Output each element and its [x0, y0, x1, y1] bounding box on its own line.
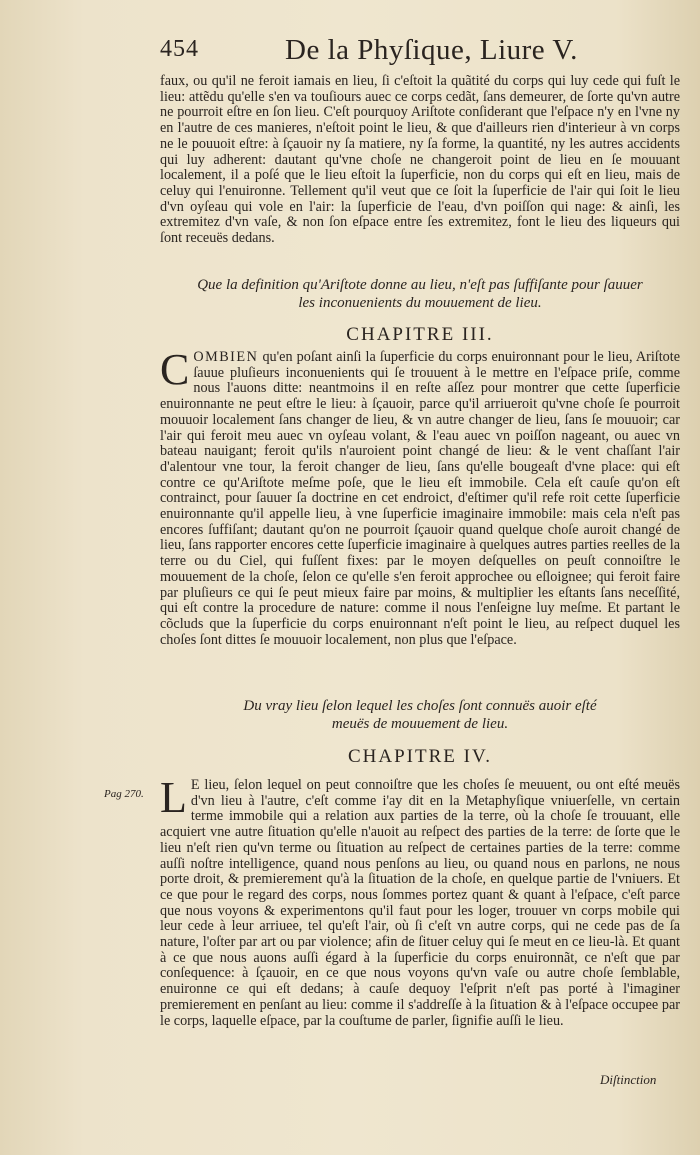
running-title: De la Phyſique, Liure V. [285, 34, 578, 66]
margin-note: Pag 270. [104, 788, 144, 800]
paragraph-text: faux, ou qu'il ne feroit iamais en lieu, ſi c'eſtoit la quãtité du corps qui luy cede qui fuſt le lieu: attẽdu qu'elle s'en va touſiours auec ce corps cedãt, ſans demeurer, de ſorte qu'vn autre ne pourroit eſtre en ſon lieu. C'eſt pourquoy Ariſtote conſiderant que l'eſpace n'y en l'vne ny en l'autre de ces manieres, n'eſtoit point le lieu, & que d'ailleurs rien d'interieur à vn corps ne le pouuoit eſtre: à ſçauoir ny ſa matiere, ny ſa forme, la quantité, ny les autres accidents qui luy adherent: dautant qu'vne choſe ne changeroit point de lieu en ſe mouuant localement, il a poſé que le lieu eſtoit la ſuperficie, non du corps qui eſt en lieu, mais de celuy qui l'enuironne. Tellement qu'il veut que ce ſoit la ſuperficie de l'air qui ſoit le lieu d'vn oyſeau qui vole en l'air: la ſuperficie de l'eau, d'vn poiſſon qui nage: & ainſi, les extremitez d'vn vaſe, & non ſon eſpace entre ſes extremitez, font le lieu des liqueurs qui ſont receuës dedans. [160, 73, 680, 247]
section-title-2 [180, 697, 660, 733]
section-title-line: meuës de mouuement de lieu. [331, 716, 509, 732]
chapter-4-text [160, 773, 680, 1029]
chapter-heading-4: CHAPITRE IV. [348, 746, 492, 767]
drop-cap: L [160, 773, 187, 822]
drop-cap: C [160, 345, 190, 394]
paragraph-continuation [160, 74, 680, 247]
paragraph-text: E lieu, ſelon lequel on peut connoiſtre que les choſes ſe meuuent, ou ont eſté meuës d'vn lieu à l'autre, c'eſt comme i'ay dit en la Metaphyſique vniuerſelle, vn certain terme immobile qui a relation aux parties de la terre, où la choſe ſe trouuant, elle acquiert vne autre ſituation qu'elle n'auoit au reſpect des parties de la terre: de ſorte que le lieu n'eſt rien qu'vn terme ou ſituation au reſpect de certaines parties de la terre: comme auſſi noſtre intelligence, quand nous penſons au lieu, ou quand nous en parlons, ne nous porte droit, & premierement qu'à la ſituation de la choſe, en quelque partie de l'vniuers. Et ce que pour le regard des corps, nous ſommes portez quant & quant à l'eſpace, c'eſt parce que nous voyons & experimentons qu'il faut pour les loger, trouuer vn corps mobile qui leur cede à leur arriuee, tel qu'eſt l'air, où ſi c'eſt vn autre corps, qui ne cede pas de ſa nature, l'oſter par art ou par violence; afin de ſituer celuy qui ſe meut en ce lieu-là. Et quant à ce que nous auons auſſi égard à la ſuperficie du corps enuironnãt, ce n'eſt que par conſequence: à ſçauoir, en ce que nous voyons qu'vn vaſe ou autre choſe ſemblable, enuironne ce qui eſt dedans; à cauſe dequoy l'eſprit n'eſt pas porté à l'imaginer premierement en penſant au lieu: comme il s'addreſſe à la ſituation & à l'eſpace occupee par le corps, laquelle eſpace, par la couſtume de parler, ſignifie auſſi le lieu. [160, 777, 680, 1029]
page-header [160, 36, 680, 70]
page-number: 454 [160, 36, 199, 62]
section-title-line: Du vray lieu ſelon lequel les choſes ſont connuës auoir eſté [243, 698, 597, 714]
chapter-3-text [160, 345, 681, 648]
section-title-1 [180, 276, 660, 312]
catchword: Diſtinction [600, 1072, 657, 1087]
first-word: OMBIEN [193, 349, 259, 365]
chapter-heading-3: CHAPITRE III. [346, 324, 494, 345]
section-title-line: Que la definition qu'Ariſtote donne au lieu, n'eſt pas ſuffiſante pour ſauuer [197, 277, 643, 293]
paragraph-text: qu'en poſant ainſi la ſuperficie du corps enuironnant pour le lieu, Ariſtote ſauue pluſieurs inconuenients qui ſe trouuent à le mettre en l'eſpace priſe, comme nous l'auons ditte: neantmoins il en reſte aſſez pour montrer que cette ſuperficie enuironnante ne peut eſtre le lieu: à ſçauoir, parce qu'il arriueroit qu'vne choſe ſe pourroit mouuoir localement ſans changer de lieu, & vn autre changer de lieu, ſans ſe mouuoir; car l'air qui feroit meu auec vn oyſeau volant, & l'eau auec vn poiſſon nageant, ou auec vn bateau nauigant; feroit qu'ils n'auroient point changé de lieu: & le vent chaſſant l'air d'alentour vne tour, la feroit changer de lieu, ſans qu'elle bougeaſt d'vne place: qui eſt contre ce qu'Ariſtote meſme poſe, que le lieu eſt immobile. Cela eſt cauſe qu'on eſt contrainct, pour ſauuer ſa doctrine en cet endroict, d'eſtimer qu'il refe roit cette ſuperficie enuironnante qu'il appelle lieu, à vne ſuperficie imaginaire immobile: mais cela n'eſt pas encores ſuffiſant; dautant qu'on ne pourroit ſçauoir quand quelque choſe auroit changé de lieu, ſans rapporter encores cette ſuperficie imaginaire à quelques autres parties reelles de la terre ou du Ciel, qui fuſſent fixes: par le moyen deſquelles on peuſt connoiſtre le mouuement de la choſe, ſelon ce qu'elle s'en feroit approchee ou eſloignee; qui feroit faire par pluſieurs ce qui ſe peut mieux faire par moins, & multiplier les eſtants ſans neceſſité, qui eſt contre la procedure de nature: comme il nous l'enſeigne luy meſme. Et partant le cõcluds que la ſuperficie du corps enuironnant n'eſt point le lieu, au reſpect duquel les choſes ſont dittes ſe mouuoir localement, non plus que l'eſpace. [160, 349, 681, 648]
section-title-line: les inconuenients du mouuement de lieu. [298, 295, 542, 311]
